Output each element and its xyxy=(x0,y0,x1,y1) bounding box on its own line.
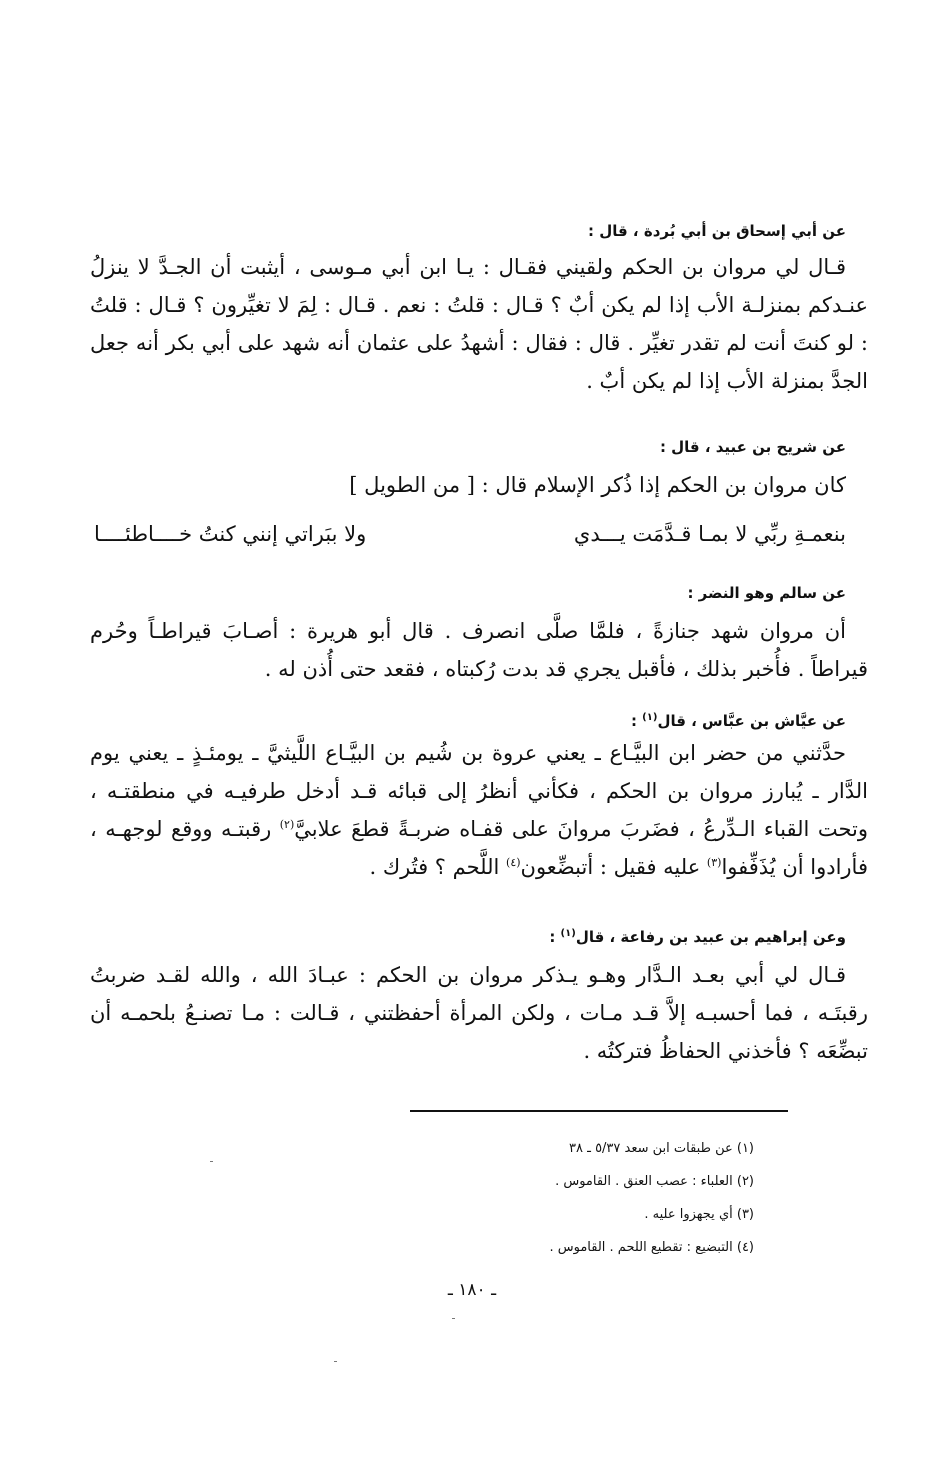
scan-speck xyxy=(210,1161,213,1162)
section-text-4-part: اللَّحم ؟ فتُرك . xyxy=(369,855,507,879)
section-body-1 xyxy=(90,248,868,400)
footnote-1: (١) عن طبقات ابن سعد ٥/٣٧ ـ ٣٨ xyxy=(569,1141,754,1156)
section-text-2: كان مروان بن الحكم إذا ذُكر الإسلام قال : [ من الطويل ] xyxy=(349,473,846,497)
footnote-2: (٢) العلباء : عصب العنق . القاموس . xyxy=(555,1174,754,1189)
footnote-ref-3: (٣) xyxy=(706,856,722,869)
section-text-4-part: عليه فقيل : أتبضِّعون xyxy=(520,855,707,879)
section-heading-4 xyxy=(631,712,846,730)
section-heading-2: عن شريح بن عبيد ، قال : xyxy=(659,438,846,456)
section-body-2 xyxy=(90,466,868,504)
verse-first-hemistich: بنعمـةِ ربِّي لا بمـا قـدَّمَت يـــدي xyxy=(573,522,846,546)
section-heading-4-text: عن عيَّاش بن عبَّاس ، قال xyxy=(657,712,846,730)
section-body-4 xyxy=(90,734,868,886)
scan-speck xyxy=(334,1361,337,1362)
footnote-ref-1b: (١) xyxy=(560,928,576,939)
page-number: ـ ١٨٠ ـ xyxy=(447,1280,497,1300)
footnote-4: (٤) التبضيع : تقطيع اللحم . القاموس . xyxy=(549,1240,754,1255)
footnote-ref-1: (١) xyxy=(642,712,658,723)
section-heading-5 xyxy=(549,928,846,946)
section-heading-5-text: وعن إبراهيم بن عبيد بن رفاعة ، قال xyxy=(575,928,846,946)
footnote-divider xyxy=(410,1110,788,1112)
section-text-3: أن مروان شهد جنازةً ، فلمَّا صلَّى انصرف . قال أبو هريرة : أصـابَ قيراطـاً وحُرم قيراطاً . فأُخبر بذلك ، فأقبل يجري قد بدت رُكبتاه ، فقعد حتى أُذن له . xyxy=(90,619,868,681)
section-heading-1: عن أبي إسحاق بن أبي بُردة ، قال : xyxy=(588,222,846,240)
footnote-ref-2: (٢) xyxy=(279,818,295,831)
section-text-5: قـال لي أبي بعـد الـدَّار وهـو يـذكر مروان بن الحكم : عبـادَ الله ، والله لقـد ضربتُ رقبتَـه ، فما أحسبـه إلاَّ قـد مـات ، ولكن المرأة أحفظتني ، قـالت : مـا تصنـعُ بلحمـه أن تبضِّعَه ؟ فأخذني الحفاظُ فتركتُه . xyxy=(90,963,868,1063)
poem-verse xyxy=(90,522,868,562)
footnote-ref-4: (٤) xyxy=(506,856,521,869)
section-heading-3: عن سالم وهو النضر : xyxy=(687,584,846,602)
section-text-1: قـال لي مروان بن الحكم ولقيني فقـال : يـا ابن أبي مـوسى ، أيثبت أن الجـدَّ لا ينزلُ عنـدكم بمنزلـة الأب إذا لم يكن أبٌ ؟ قـال : قلتُ : نعم . قـال : لِمَ لا تغيِّرون ؟ قـال : قلتُ : لو كنتَ أنت لم تقدر تغيِّر . قال : فقال : أشهدُ على عثمان أنه شهد على أبي بكر أنه جعل الجدَّ بمنزلة الأب إذا لم يكن أبٌ . xyxy=(90,255,868,393)
footnote-3: (٣) أي يجهزوا عليه . xyxy=(644,1207,754,1222)
scan-speck xyxy=(452,1318,455,1319)
section-body-5 xyxy=(90,956,868,1070)
section-heading-5-colon: : xyxy=(549,928,561,946)
footnotes xyxy=(549,1132,754,1264)
section-text-4-part: حدَّثني من حضر ابن البيَّـاع ـ يعني عروة بن شُيم بن البيَّـاع اللَّيثيَّ ـ يومئـذٍ ـ يعني يوم الدَّار ـ يُبارز مروان بن الحكم ، فكأني أنظرُ إلى قبائه قـد أدخل طرفيـه في منطقتـه ، وتحت القباء الـدِّرعُ ، فضَربَ مروانَ على قفـاه ضربـةً قطعَ علابيَّ xyxy=(90,741,869,841)
section-heading-4-colon: : xyxy=(630,712,643,730)
verse-second-hemistich: ولا ببَراتي إنني كنتُ خــــاطئــــا xyxy=(94,522,367,546)
section-body-3 xyxy=(90,612,868,688)
section-text-4-part: رقبتـه ووقع لوجهـه ، فأرادوا أن يُذَفِّفوا xyxy=(90,817,868,879)
section-text-4 xyxy=(90,734,868,886)
